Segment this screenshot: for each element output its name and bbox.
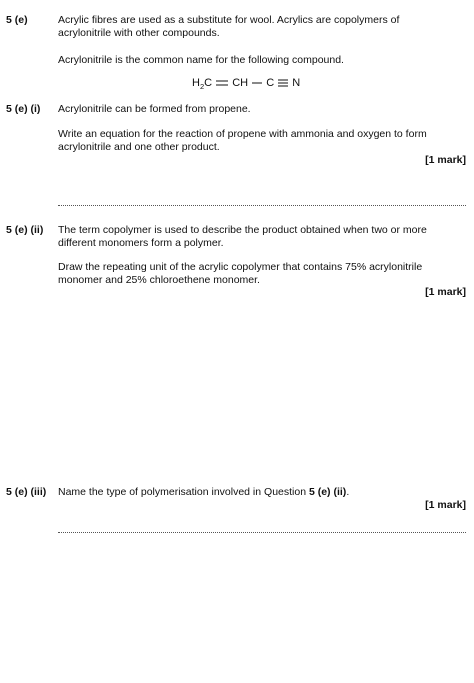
statement-5e-ii: The term copolymer is used to describe the product obtained when two or more different monomers form a polymer. [58, 224, 427, 249]
double-bond-icon [215, 79, 229, 87]
formula-h: H [192, 77, 200, 89]
answer-line-5e-i[interactable] [58, 205, 466, 206]
mark-5e-i: [1 mark] [425, 154, 466, 166]
question-5e-iii [58, 486, 448, 499]
formula-ch: CH [232, 77, 249, 89]
formula-c3: C [266, 77, 275, 89]
intro-paragraph: Acrylic fibres are used as a substitute for wool. Acrylics are copolymers of acrylonitrile with other compounds. [58, 14, 400, 39]
answer-line-5e-iii[interactable] [58, 532, 466, 533]
formula-n: N [292, 77, 301, 89]
question-number-5e-i: 5 (e) (i) [6, 103, 41, 115]
common-name-sentence: Acrylonitrile is the common name for the following compound. [58, 54, 344, 66]
task-5e-i: Write an equation for the reaction of propene with ammonia and oxygen to form acrylonitrile and one other product. [58, 128, 427, 153]
question-text-5e-iii: Name the type of polymerisation involved in Question [58, 486, 309, 498]
acrylonitrile-formula [192, 77, 300, 91]
mark-5e-ii: [1 mark] [425, 286, 466, 298]
triple-bond-icon [277, 79, 289, 87]
drawing-area-5e-ii[interactable] [58, 302, 466, 472]
task-5e-ii: Draw the repeating unit of the acrylic copolymer that contains 75% acrylonitrile monomer and 25% chloroethene monomer. [58, 261, 423, 286]
statement-5e-i: Acrylonitrile can be formed from propene. [58, 103, 251, 115]
question-reference: 5 (e) (ii) [308, 486, 347, 498]
question-end-5e-iii: . [346, 486, 350, 498]
single-bond-icon [251, 79, 263, 87]
question-number-5e-ii: 5 (e) (ii) [6, 224, 44, 236]
mark-5e-iii: [1 mark] [425, 499, 466, 511]
question-number-5e: 5 (e) [6, 14, 28, 26]
formula-subscript-2: 2 [199, 82, 205, 92]
question-number-5e-iii: 5 (e) (iii) [6, 486, 47, 498]
formula-c1: C [204, 77, 213, 89]
